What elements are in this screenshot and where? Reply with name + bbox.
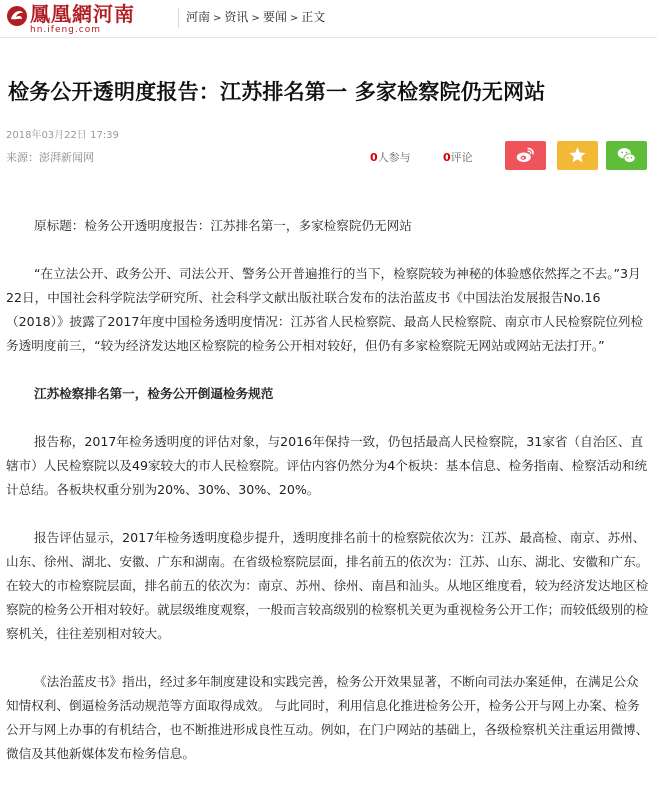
article-body [6, 214, 651, 790]
comments-label: 评论 [450, 151, 473, 164]
participants-number: 0 [370, 151, 378, 164]
wechat-icon [616, 145, 637, 166]
breadcrumb-news[interactable]: 资讯 [224, 10, 249, 24]
share-wechat-button[interactable] [606, 141, 647, 170]
breadcrumb-headlines[interactable]: 要闻 [262, 10, 287, 24]
source-name[interactable]: 澎湃新闻网 [39, 151, 94, 164]
logo-url: hn.ifeng.com [30, 25, 101, 35]
article-date: 2018年03月22日 17:39 [6, 130, 119, 141]
phoenix-logo-icon [6, 5, 28, 27]
breadcrumb-separator: > [213, 13, 222, 24]
breadcrumb-separator: > [251, 13, 260, 24]
participants-label: 人参与 [377, 151, 411, 164]
top-bar [0, 0, 657, 38]
share-favorite-button[interactable] [557, 141, 598, 170]
article-paragraph: 报告称，2017年检务透明度的评估对象，与2016年保持一致，仍包括最高人民检察院，31家省（自治区、直辖市）人民检察院以及49家较大的市人民检察院。评估内容仍然分为4个板块：基本信息、检务指南、检察活动和统计总结。各板块权重分别为20%、30%、30%、20%。 [6, 434, 648, 497]
comments-count[interactable] [443, 150, 473, 166]
site-logo[interactable] [6, 2, 178, 36]
breadcrumb-current: 正文 [301, 10, 326, 24]
header-divider [178, 8, 179, 28]
breadcrumb [186, 9, 325, 27]
share-weibo-button[interactable] [505, 141, 546, 170]
comments-number: 0 [443, 151, 451, 164]
breadcrumb-henan[interactable]: 河南 [186, 10, 211, 24]
article-paragraph: 原标题：检务公开透明度报告：江苏排名第一，多家检察院仍无网站 [34, 218, 412, 233]
star-icon [567, 145, 588, 166]
source-label: 来源： [6, 151, 39, 164]
article-source [6, 150, 94, 166]
article-title: 检务公开透明度报告：江苏排名第一 多家检察院仍无网站 [8, 80, 546, 104]
article-paragraph: 《法治蓝皮书》指出，经过多年制度建设和实践完善，检务公开效果显著，不断向司法办案延伸，在满足公众知情权利、倒逼检务活动规范等方面取得成效。 与此同时，利用信息化推进检务公开，检务公开与网上办案、检务公开与网上办事的有机结合，也不断推进形成良性互动。例如，在门户网站的基础上，各级检察机关注重运用微博、微信及其他新媒体发布检务信息。 [6, 674, 649, 761]
section-subheading: 江苏检察排名第一，检务公开倒逼检务规范 [34, 386, 274, 401]
participants-count[interactable] [370, 150, 411, 166]
breadcrumb-separator: > [289, 13, 299, 24]
article-paragraph: “在立法公开、政务公开、司法公开、警务公开普遍推行的当下，检察院较为神秘的体验感依然挥之不去。”3月22日，中国社会科学院法学研究所、社会科学文献出版社联合发布的法治蓝皮书《中国法治发展报告No.16（2018）》披露了2017年度中国检务透明度情况：江苏省人民检察院、最高人民检察院、南京市人民检察院位列检务透明度前三，“较为经济发达地区检察院的检务公开相对较好，但仍有多家检察院无网站或网站无法打开。” [6, 266, 644, 353]
weibo-icon [515, 145, 536, 166]
article-paragraph: 报告评估显示，2017年检务透明度稳步提升，透明度排名前十的检察院依次为：江苏、最高检、南京、苏州、山东、徐州、湖北、安徽、广东和湖南。在省级检察院层面，排名前五的依次为：江苏、山东、湖北、安徽和广东。在较大的市检察院层面，排名前五的依次为：南京、苏州、徐州、南昌和汕头。从地区维度看，较为经济发达地区检察院的检务公开相对较好。就层级维度观察，一般而言较高级别的检察机关更为重视检务公开工作；而较低级别的检察机关，往往差别相对较大。 [6, 530, 649, 641]
logo-text: 鳳凰網河南 [30, 2, 135, 26]
